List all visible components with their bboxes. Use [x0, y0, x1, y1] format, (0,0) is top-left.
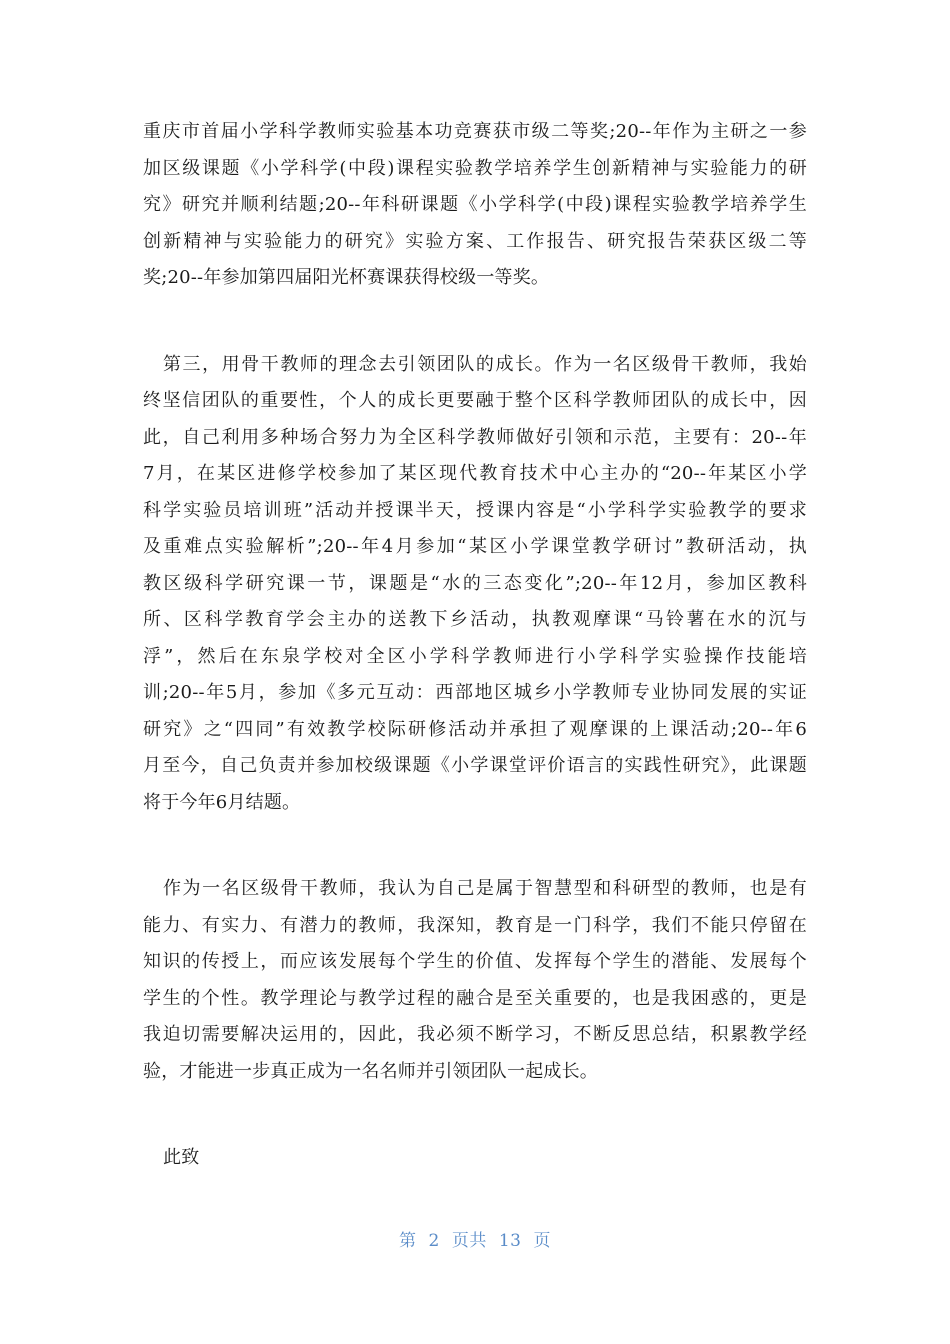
text-line: 我迫切需要解决运用的，因此，我必须不断学习，不断反思总结，积累教学经	[143, 1024, 807, 1045]
footer-prefix: 第	[399, 1231, 417, 1251]
footer-middle: 页共	[451, 1231, 487, 1251]
text-line: 创新精神与实验能力的研究》实验方案、工作报告、研究报告荣获区级二等	[143, 230, 807, 252]
paragraph-spacer	[143, 1090, 807, 1140]
text-line: 究》研究并顺利结题;20--年科研课题《小学科学(中段)课程实验教学培养学生	[143, 194, 807, 215]
footer-page-number: 2	[428, 1231, 440, 1251]
text-line: 将于今年6月结题。	[143, 791, 301, 813]
text-line: 此，自己利用多种场合努力为全区科学教师做好引领和示范，主要有：20--年	[143, 426, 807, 448]
text-line: 学生的个性。教学理论与教学过程的融合是至关重要的，也是我困惑的，更是	[143, 987, 807, 1009]
text-line: 知识的传授上，而应该发展每个学生的价值、发挥每个学生的潜能、发展每个	[143, 951, 807, 972]
paragraph-spacer	[143, 297, 807, 347]
footer-total-pages: 13	[498, 1231, 522, 1251]
paragraph-closing	[143, 1140, 807, 1177]
text-line: 科学实验员培训班”活动并授课半天，授课内容是“小学科学实验教学的要求	[143, 499, 807, 521]
text-line: 月至今，自己负责并参加校级课题《小学课堂评价语言的实践性研究》，此课题	[143, 755, 807, 776]
closing-salutation: 此致	[163, 1147, 200, 1168]
paragraph-team-leadership	[143, 347, 807, 822]
page-footer	[0, 1226, 950, 1251]
text-line: 第三，用骨干教师的理念去引领团队的成长。作为一名区级骨干教师，我始	[163, 353, 807, 375]
text-line: 重庆市首届小学科学教师实验基本功竞赛获市级二等奖;20--年作为主研之一参	[143, 121, 807, 142]
footer-suffix: 页	[533, 1231, 551, 1251]
document-body	[143, 114, 807, 1177]
text-line: 验，才能进一步真正成为一名名师并引领团队一起成长。	[143, 1060, 598, 1082]
text-line: 浮”，然后在东泉学校对全区小学科学教师进行小学科学实验操作技能培	[143, 645, 807, 667]
text-line: 所、区科学教育学会主办的送教下乡活动，执教观摩课“马铃薯在水的沉与	[143, 609, 807, 630]
text-line: 7月，在某区进修学校参加了某区现代教育技术中心主办的“20--年某区小学	[143, 463, 807, 484]
text-line: 能力、有实力、有潜力的教师，我深知，教育是一门科学，我们不能只停留在	[143, 914, 807, 936]
paragraph-spacer	[143, 821, 807, 871]
text-line: 终坚信团队的重要性，个人的成长更要融于整个区科学教师团队的成长中，因	[143, 390, 807, 411]
text-line: 教区级科学研究课一节，课题是“水的三态变化”;20--年12月，参加区教科	[143, 572, 807, 594]
text-line: 作为一名区级骨干教师，我认为自己是属于智慧型和科研型的教师，也是有	[163, 878, 807, 899]
text-line: 奖;20--年参加第四届阳光杯赛课获得校级一等奖。	[143, 267, 550, 288]
text-line: 训;20--年5月，参加《多元互动：西部地区城乡小学教师专业协同发展的实证	[143, 682, 807, 703]
paragraph-awards	[143, 114, 807, 297]
text-line: 加区级课题《小学科学(中段)课程实验教学培养学生创新精神与实验能力的研	[143, 157, 807, 179]
text-line: 及重难点实验解析”;20--年4月参加“某区小学课堂教学研讨”教研活动，执	[143, 536, 807, 557]
text-line: 研究》之“四同”有效教学校际研修活动并承担了观摩课的上课活动;20--年6	[143, 718, 807, 740]
paragraph-self-reflection	[143, 871, 807, 1090]
